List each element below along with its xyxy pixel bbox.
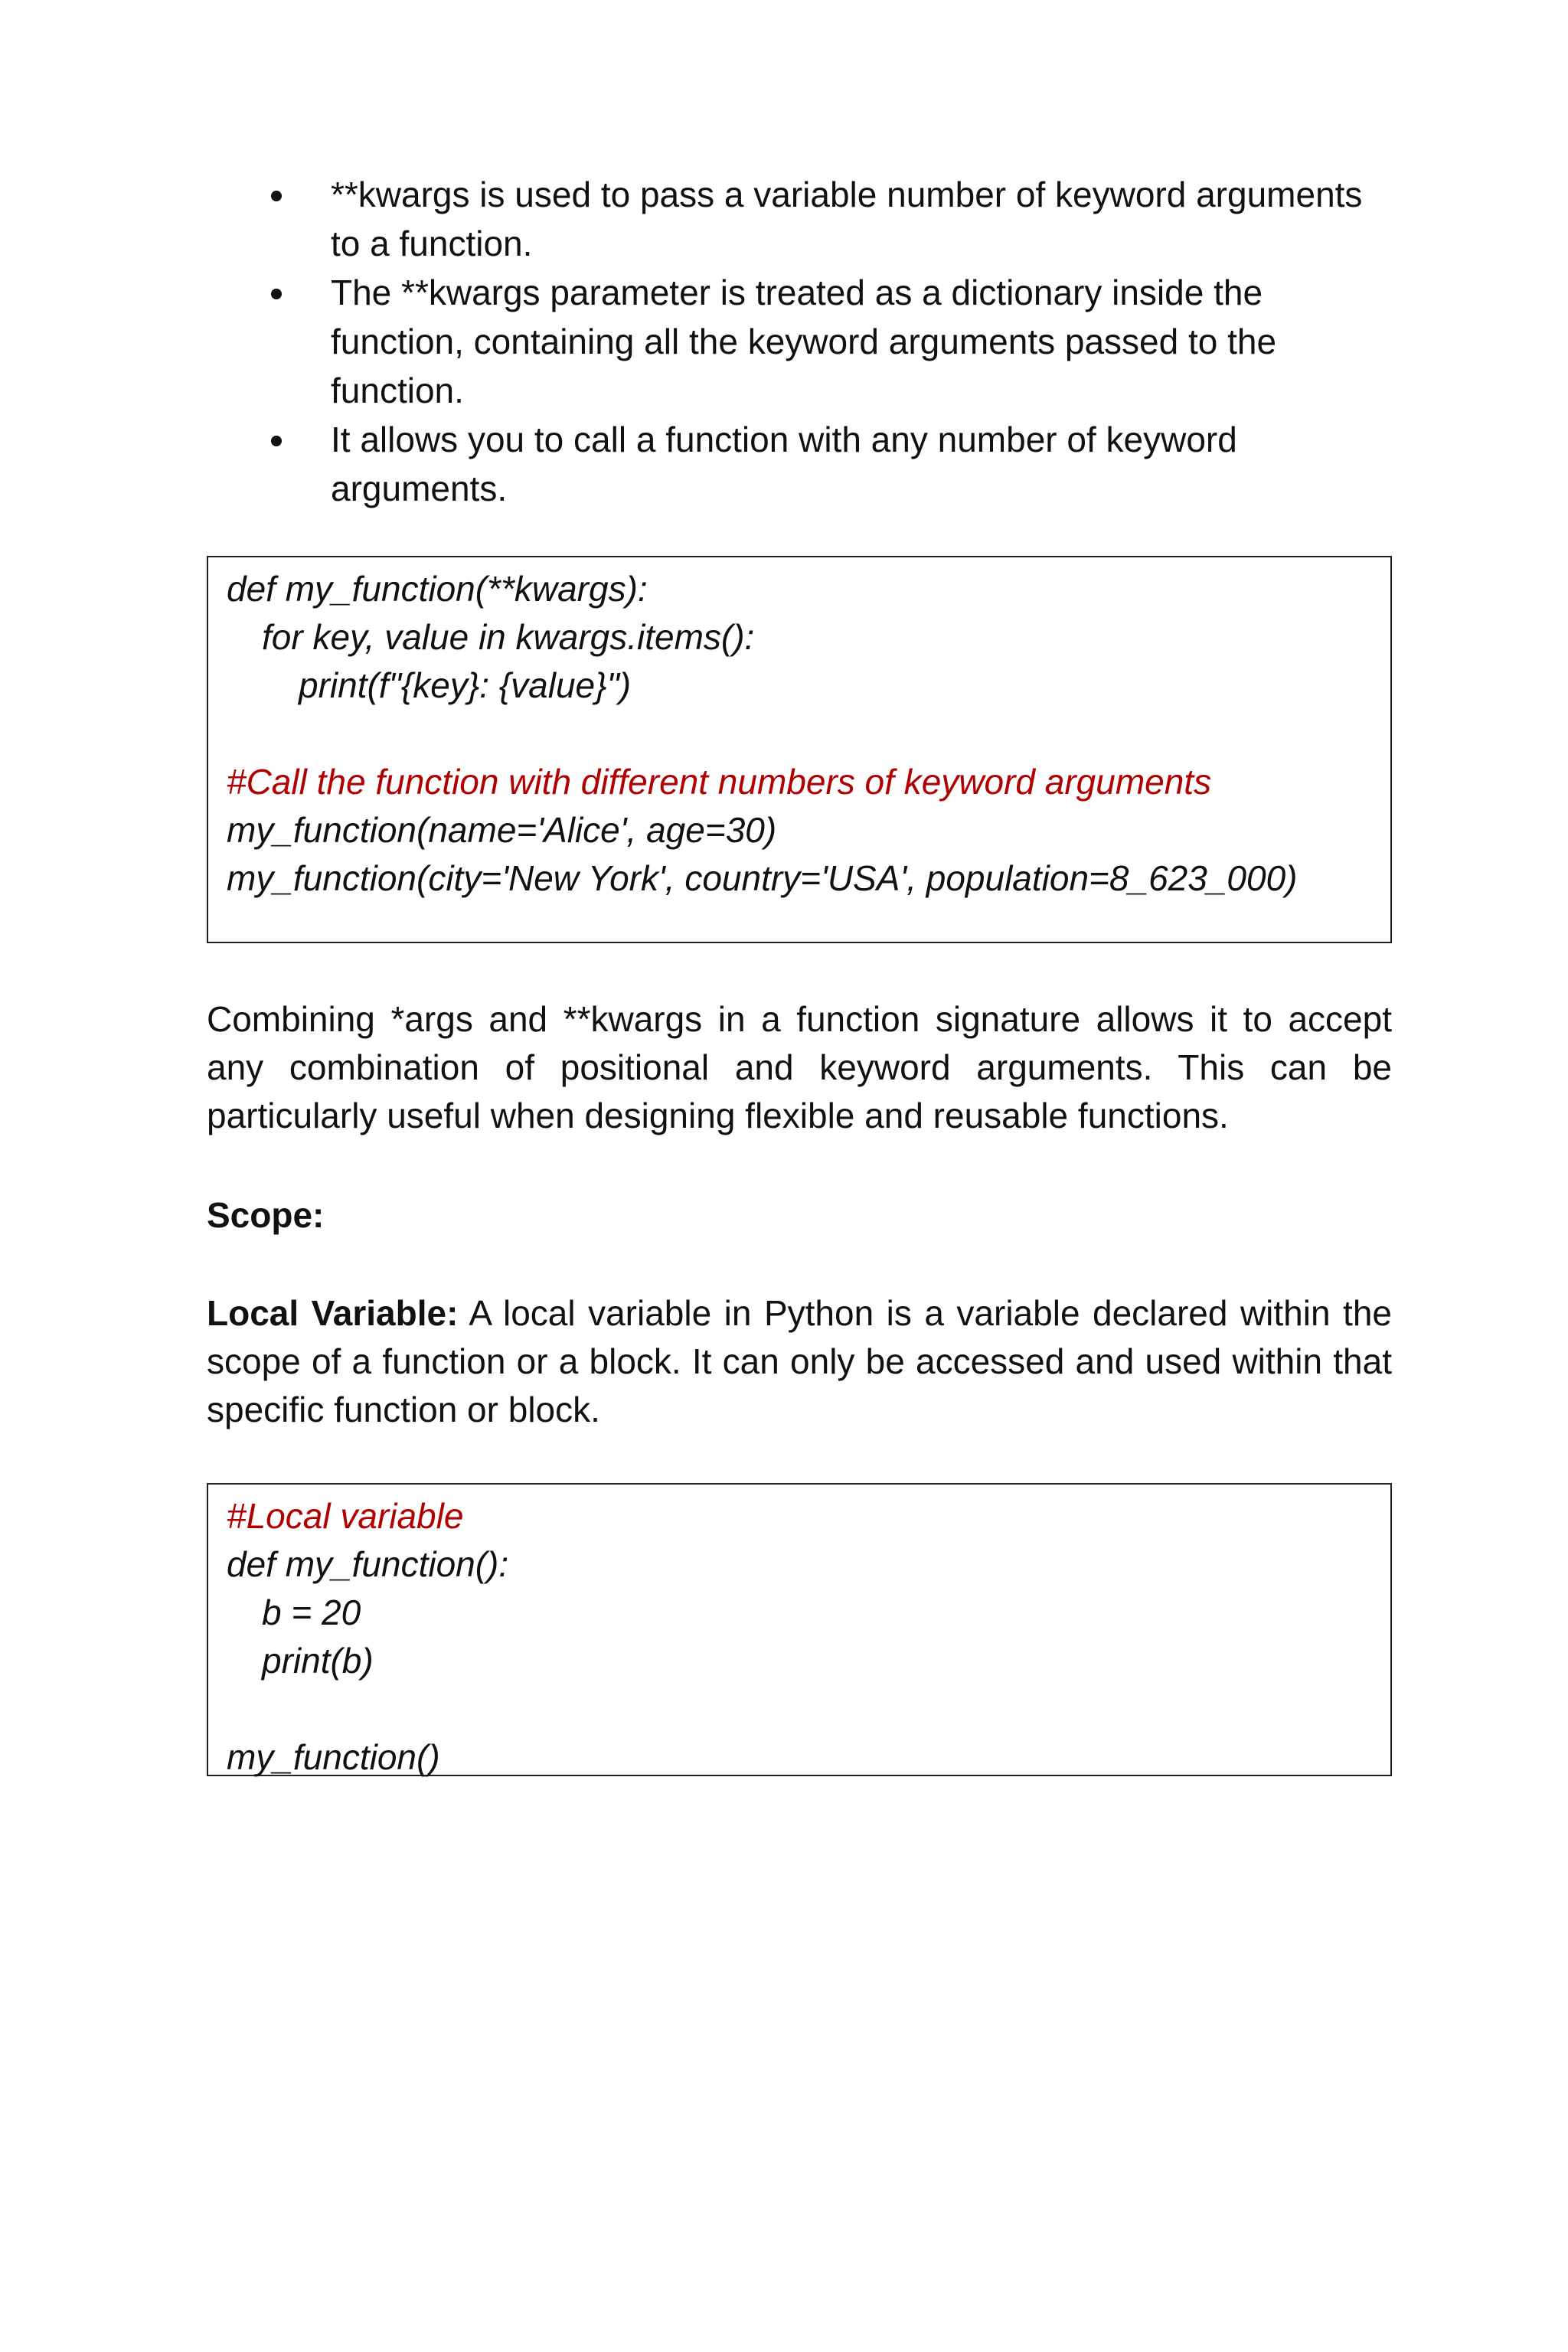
- scope-heading: Scope:: [207, 1195, 325, 1235]
- code-blank-line: [227, 710, 1372, 758]
- code-line: print(f"{key}: {value}"): [299, 665, 632, 705]
- code-line: def my_function():: [227, 1544, 509, 1584]
- code-line: my_function(): [227, 1737, 440, 1777]
- code-line: my_function(city='New York', country='USA', population=8_623_000): [227, 858, 1298, 898]
- local-variable-text: A local variable in Python is a variable declared within the scope of a function or a block. It can only be accessed and used within that specific function or block.: [207, 1293, 1392, 1429]
- bullet-icon: [271, 436, 282, 446]
- code-line: b = 20: [262, 1592, 361, 1632]
- code-comment: #Call the function with different numbers of keyword arguments: [227, 762, 1212, 802]
- list-item: [331, 268, 1372, 415]
- list-item: [331, 170, 1372, 268]
- list-item: [331, 415, 1372, 513]
- bullet-icon: [271, 191, 282, 201]
- code-comment: #Local variable: [227, 1496, 464, 1536]
- code-line: for key, value in kwargs.items():: [262, 617, 755, 657]
- bullet-text: It allows you to call a function with any number of keyword arguments.: [331, 420, 1237, 508]
- code-line: def my_function(**kwargs):: [227, 569, 648, 609]
- combining-paragraph: Combining *args and **kwargs in a function signature allows it to accept any combination of positional and keyword arguments. This can be particularly useful when designing flexible and reusable functions.: [207, 999, 1392, 1135]
- local-variable-paragraph: [207, 1289, 1392, 1434]
- local-variable-code-block: [207, 1483, 1392, 1776]
- bullet-icon: [271, 289, 282, 299]
- kwargs-code-block: [207, 556, 1392, 943]
- code-blank-line: [227, 1685, 1372, 1733]
- bullet-text: The **kwargs parameter is treated as a dictionary inside the function, containing all the keyword arguments passed to the function.: [331, 273, 1277, 410]
- bullet-text: **kwargs is used to pass a variable number of keyword arguments to a function.: [331, 175, 1363, 263]
- code-line: print(b): [262, 1641, 374, 1681]
- code-line: my_function(name='Alice', age=30): [227, 810, 777, 850]
- kwargs-bullet-list: [331, 170, 1372, 513]
- local-variable-label: Local Variable:: [207, 1293, 459, 1333]
